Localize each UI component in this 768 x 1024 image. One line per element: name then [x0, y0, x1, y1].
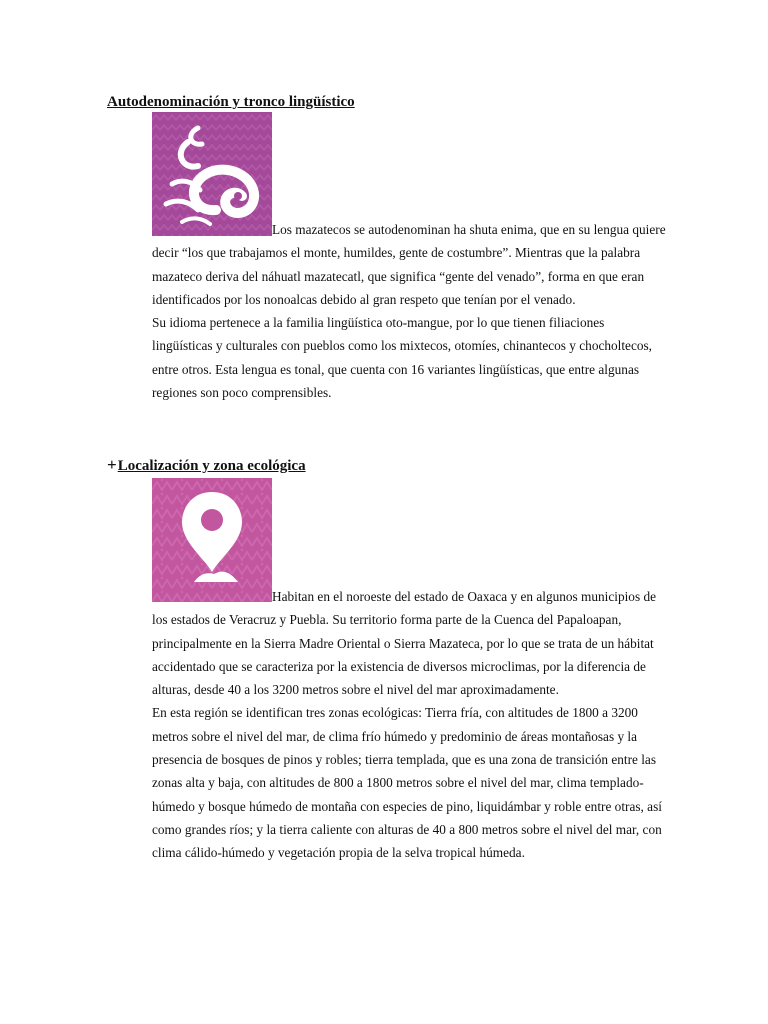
move-handle-icon[interactable]: + [107, 455, 117, 474]
section-heading-text: Localización y zona ecológica [117, 458, 306, 474]
section1-body [152, 218, 667, 404]
map-pin-icon [152, 478, 272, 602]
section1-paragraph-1: Los mazatecos se autodenominan ha shuta enima, que en su lengua quiere decir “los que trabajamos el monte, humildes, gente de costumbre”. Mientras que la palabra mazateco deriva del náhuatl mazatecatl, que significa “gente del venado”, forma en que eran identificados por los nonoalcas debido al gran respeto que tenían por el venado. [152, 222, 666, 307]
section2-paragraph-1: Habitan en el noroeste del estado de Oaxaca y en algunos municipios de los estados de Veracruz y Puebla. Su territorio forma parte de la Cuenca del Papaloapan, principalmente en la Sierra Madre Oriental o Sierra Mazateca, por lo que se trata de un hábitat accidentado que se caracteriza por la existencia de diversos microclimas, por la diferencia de alturas, desde 40 a los 3200 metros sobre el nivel del mar aproximadamente. [152, 589, 657, 698]
section2-body [152, 585, 667, 865]
section-heading-text: Autodenominación y tronco lingüístico [107, 94, 355, 110]
section1-paragraph-2: Su idioma pertenece a la familia lingüística oto-mangue, por lo que tienen filiaciones lingüísticas y culturales con pueblos como los mixtecos, otomíes, chinantecos y chocholtecos, entre otros. Esta lengua es tonal, que cuenta con 16 variantes lingüísticas, que entre algunas regiones son poco comprensibles. [152, 315, 653, 401]
section-heading-autodenominacion [107, 94, 355, 111]
section2-paragraph-2: En esta región se identifican tres zonas ecológicas: Tierra fría, con altitudes de 1800 a 3200 metros sobre el nivel del mar, de clima frío húmedo y predominio de áreas montañosas y la presencia de bosques de pinos y robles; tierra templada, que es una zona de transición entre las zonas alta y baja, con altitudes de 800 a 1800 metros sobre el nivel del mar, clima templado-húmedo y bosque húmedo de montaña con especies de pino, liquidámbar y roble entre otras, así como grandes ríos; y la tierra caliente con alturas de 40 a 800 metros sobre el nivel del mar, con clima cálido-húmedo y vegetación propia de la selva tropical húmeda. [152, 705, 662, 861]
section-heading-localizacion [107, 455, 306, 475]
